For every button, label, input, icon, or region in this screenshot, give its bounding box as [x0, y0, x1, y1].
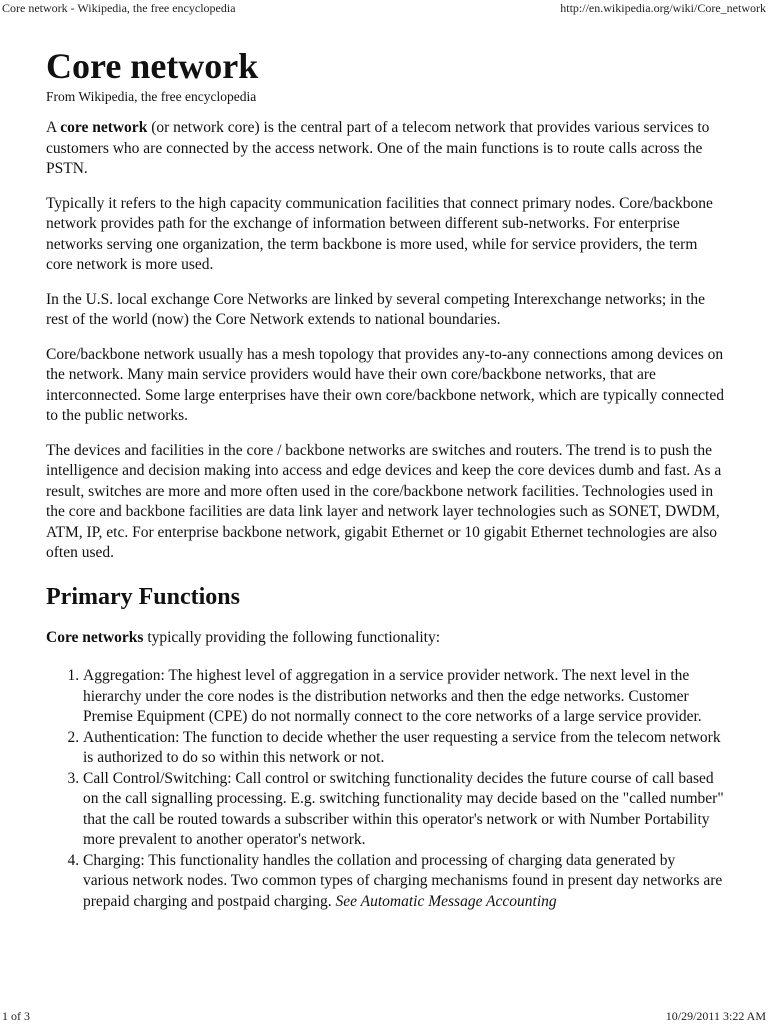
paragraph: The devices and facilities in the core / backbone networks are switches and routers. The trend is to push the intelligence and decision making into access and edge devices and keep the core devices dumb and fast. As a result, switches are more and more often used in the core/backbone network facilities. Technologies used in the core and backbone facilities are data link layer and network layer technologies such as SONET, DWDM, ATM, IP, etc. For enterprise backbone network, gigabit Ethernet or 10 gigabit Ethernet technologies are also often used. [46, 441, 722, 561]
section-intro-bold: Core networks [46, 628, 144, 646]
print-header-url: http://en.wikipedia.org/wiki/Core_network [560, 1, 766, 15]
list-item: 2. Authentication: The function to decide whether the user requesting a service from the telecom network is authorized to do so within this network or not. [83, 728, 724, 769]
list-item: 1. Aggregation: The highest level of aggregation in a service provider network. The next level in the hierarchy under the core nodes is the distribution networks and then the edge networks. Customer Premise Equipment (CPE) do not normally connect to the core networks of a large service provider. [83, 666, 724, 728]
page-number: 1 of 3 [2, 1009, 30, 1023]
print-timestamp: 10/29/2011 3:22 AM [665, 1009, 766, 1023]
section-heading: Primary Functions [46, 583, 240, 610]
intro-paragraph: A core network (or network core) is the central part of a telecom network that provides various services to customers who are connected by the access network. One of the main functions is to route calls across the PSTN. [46, 119, 710, 177]
intro-bold-term: core network [60, 119, 148, 136]
list-item: 3. Call Control/Switching: Call control or switching functionality decides the future course of call based on the call signalling processing. E.g. switching functionality may decide based on the "called number" that the call be routed towards a subscriber within this operator's network or with Number Portability more prevalent to another operator's network. [83, 769, 724, 851]
paragraph: In the U.S. local exchange Core Networks are linked by several competing Interexchange networks; in the rest of the world (now) the Core Network extends to national boundaries. [46, 290, 705, 328]
print-footer [0, 1008, 768, 1024]
article [46, 44, 724, 912]
print-header [0, 0, 768, 16]
list-item: 4. Charging: This functionality handles the collation and processing of charging data generated by various network nodes. Two common types of charging mechanisms found in present day networks are prepaid charging and postpaid charging. See Automatic Message Accounting [83, 851, 724, 913]
print-header-title: Core network - Wikipedia, the free encyclopedia [2, 1, 236, 15]
functions-list [46, 666, 724, 912]
paragraph: Typically it refers to the high capacity communication facilities that connect primary nodes. Core/backbone network provides path for the exchange of information between different sub-networks. For enterprise networks serving one organization, the term backbone is more used, while for service providers, the term core network is more used. [46, 194, 713, 273]
page-tagline: From Wikipedia, the free encyclopedia [46, 89, 257, 104]
paragraph: Core/backbone network usually has a mesh topology that provides any-to-any connections among devices on the network. Many main service providers would have their own core/backbone networks, that are interconnected. Some large enterprises have their own core/backbone network, which are typically connected to the public networks. [46, 345, 724, 424]
see-also-link[interactable]: See Automatic Message Accounting [335, 892, 557, 910]
page-title: Core network [46, 46, 259, 86]
section-intro: Core networks typically providing the following functionality: [46, 628, 441, 646]
